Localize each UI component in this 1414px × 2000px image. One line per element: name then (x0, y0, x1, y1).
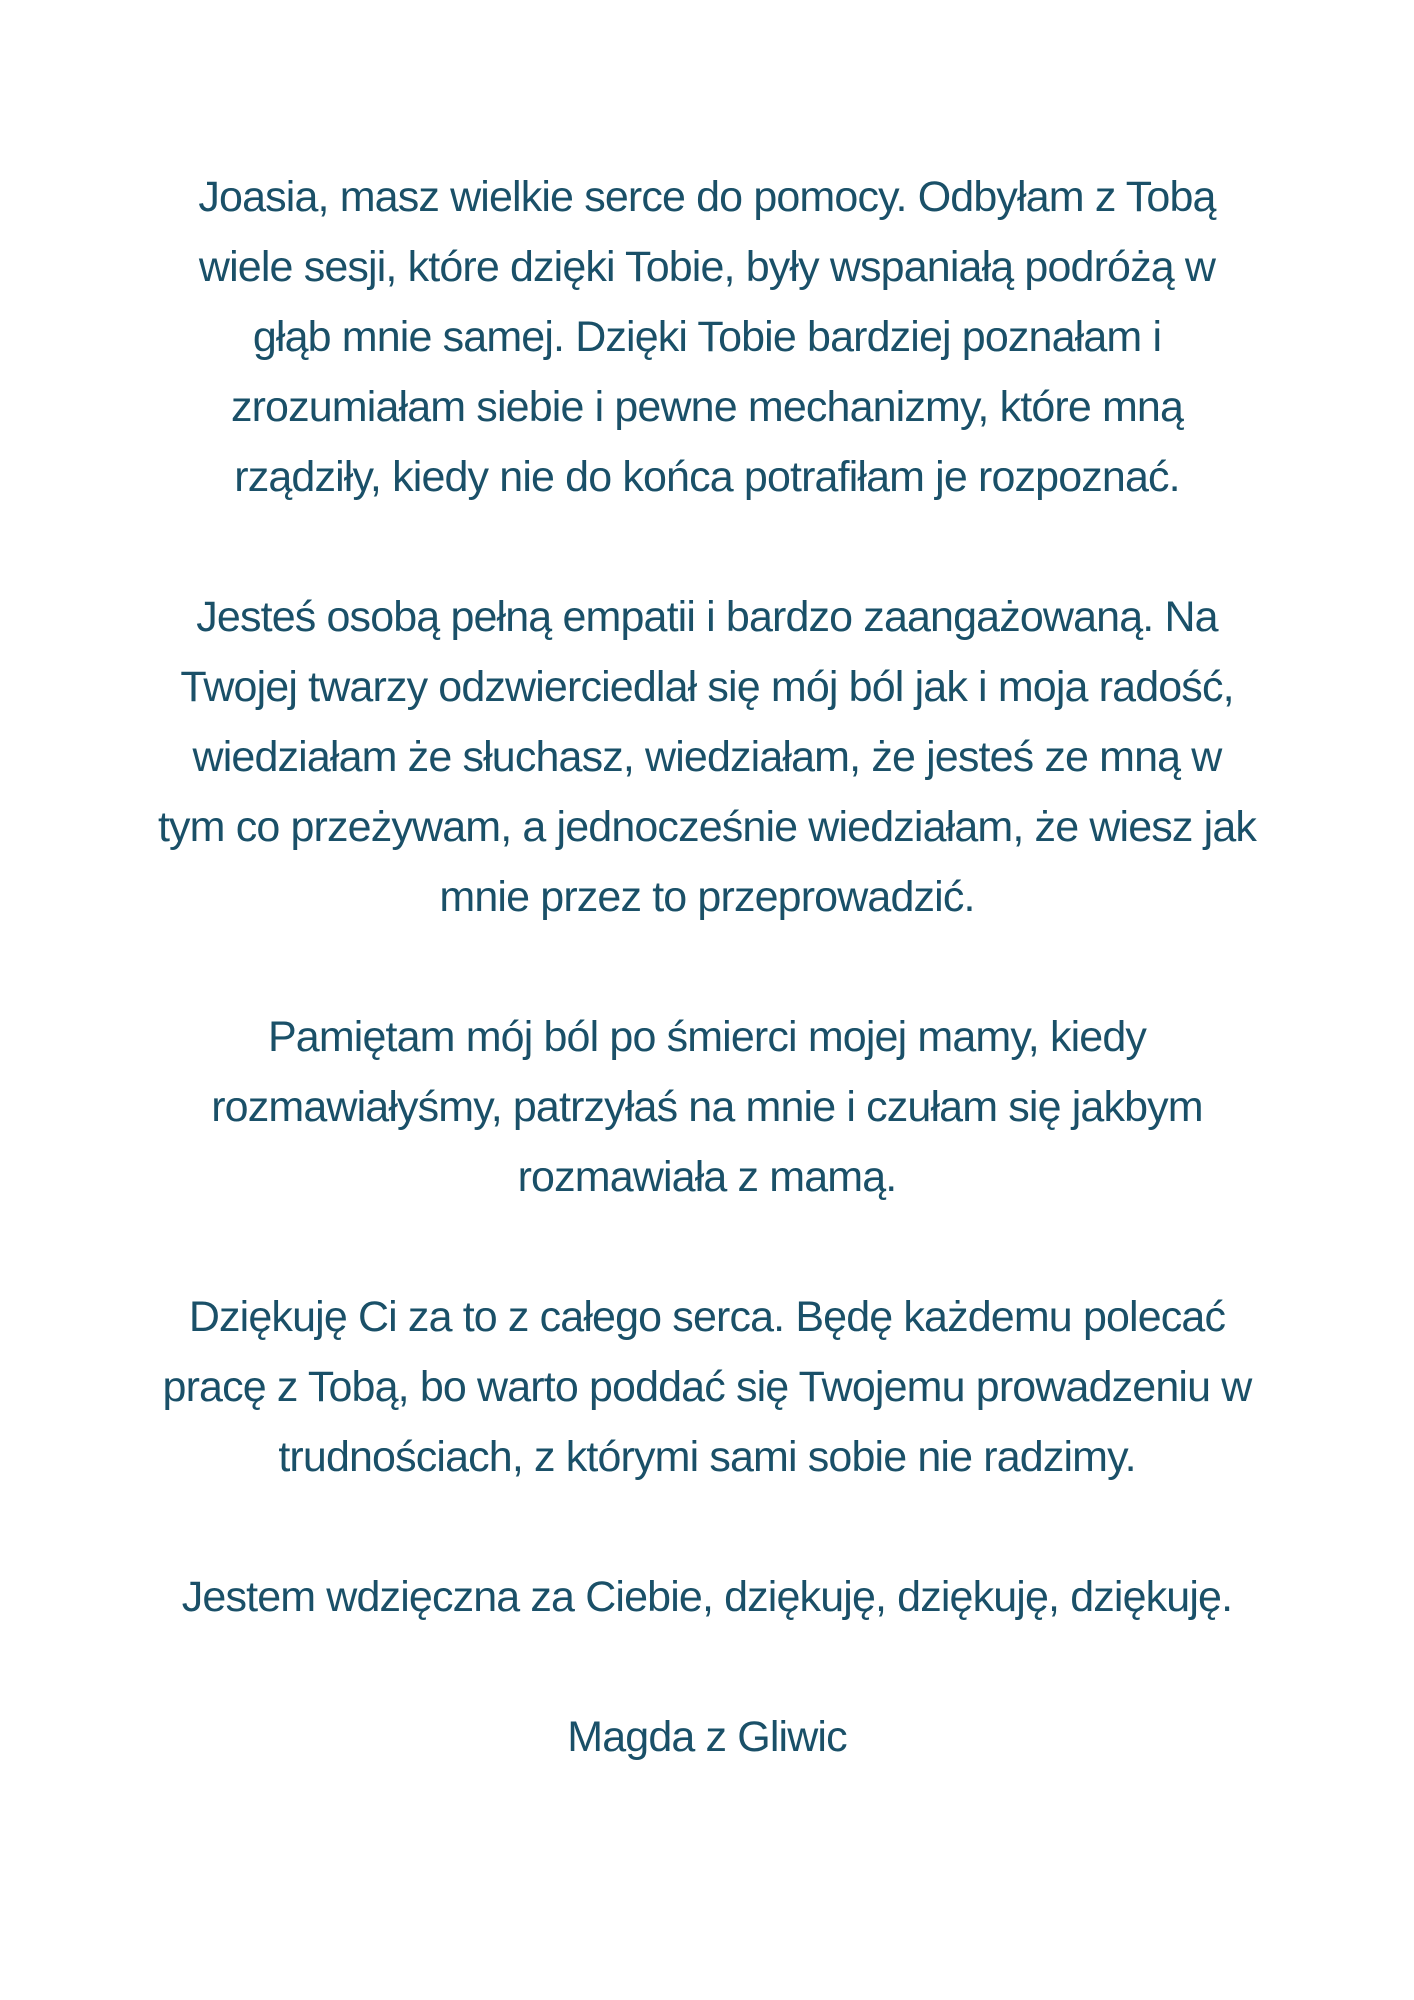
testimonial-line: Twojej twarzy odzwierciedlał się mój ból jak i moja radość, (180, 663, 1234, 711)
testimonial-line: Dziękuję Ci za to z całego serca. Będę każdemu polecać (188, 1293, 1226, 1341)
testimonial-line: głąb mnie samej. Dzięki Tobie bardziej poznałam i (252, 313, 1162, 361)
testimonial-line: Pamiętam mój ból po śmierci mojej mamy, kiedy (267, 1013, 1147, 1061)
testimonial-line: wiele sesji, które dzięki Tobie, były wspaniałą podróżą w (198, 243, 1216, 291)
testimonial-line: zrozumiałam siebie i pewne mechanizmy, które mną (230, 383, 1184, 431)
testimonial-line: trudnościach, z którymi sami sobie nie radzimy. (278, 1433, 1136, 1481)
testimonial-line: Joasia, masz wielkie serce do pomocy. Odbyłam z Tobą (198, 173, 1216, 221)
testimonial-line: pracę z Tobą, bo warto poddać się Twojemu prowadzeniu w (162, 1363, 1252, 1411)
testimonial-line: rozmawiała z mamą. (517, 1153, 897, 1201)
testimonial-line: mnie przez to przeprowadzić. (439, 873, 975, 921)
testimonial-paragraph (38, 1282, 1376, 1492)
testimonial-line: wiedziałam że słuchasz, wiedziałam, że jesteś ze mną w (192, 733, 1222, 781)
testimonial-line: tym co przeżywam, a jednocześnie wiedziałam, że wiesz jak (157, 803, 1257, 851)
testimonial-line: Jesteś osobą pełną empatii i bardzo zaangażowaną. Na (196, 593, 1218, 641)
signature: Magda z Gliwic (567, 1713, 847, 1761)
testimonial-paragraph (38, 582, 1376, 932)
testimonial-paragraph (38, 1002, 1376, 1212)
testimonial-text (38, 162, 1376, 1632)
testimonial-paragraph (38, 162, 1376, 512)
testimonial-paragraph (38, 1562, 1376, 1632)
testimonial-line: rządziły, kiedy nie do końca potrafiłam je rozpoznać. (234, 453, 1180, 501)
testimonial-line: rozmawiałyśmy, patrzyłaś na mnie i czułam się jakbym (211, 1083, 1203, 1131)
testimonial-line: Jestem wdzięczna za Ciebie, dziękuję, dziękuję, dziękuję. (181, 1573, 1233, 1621)
